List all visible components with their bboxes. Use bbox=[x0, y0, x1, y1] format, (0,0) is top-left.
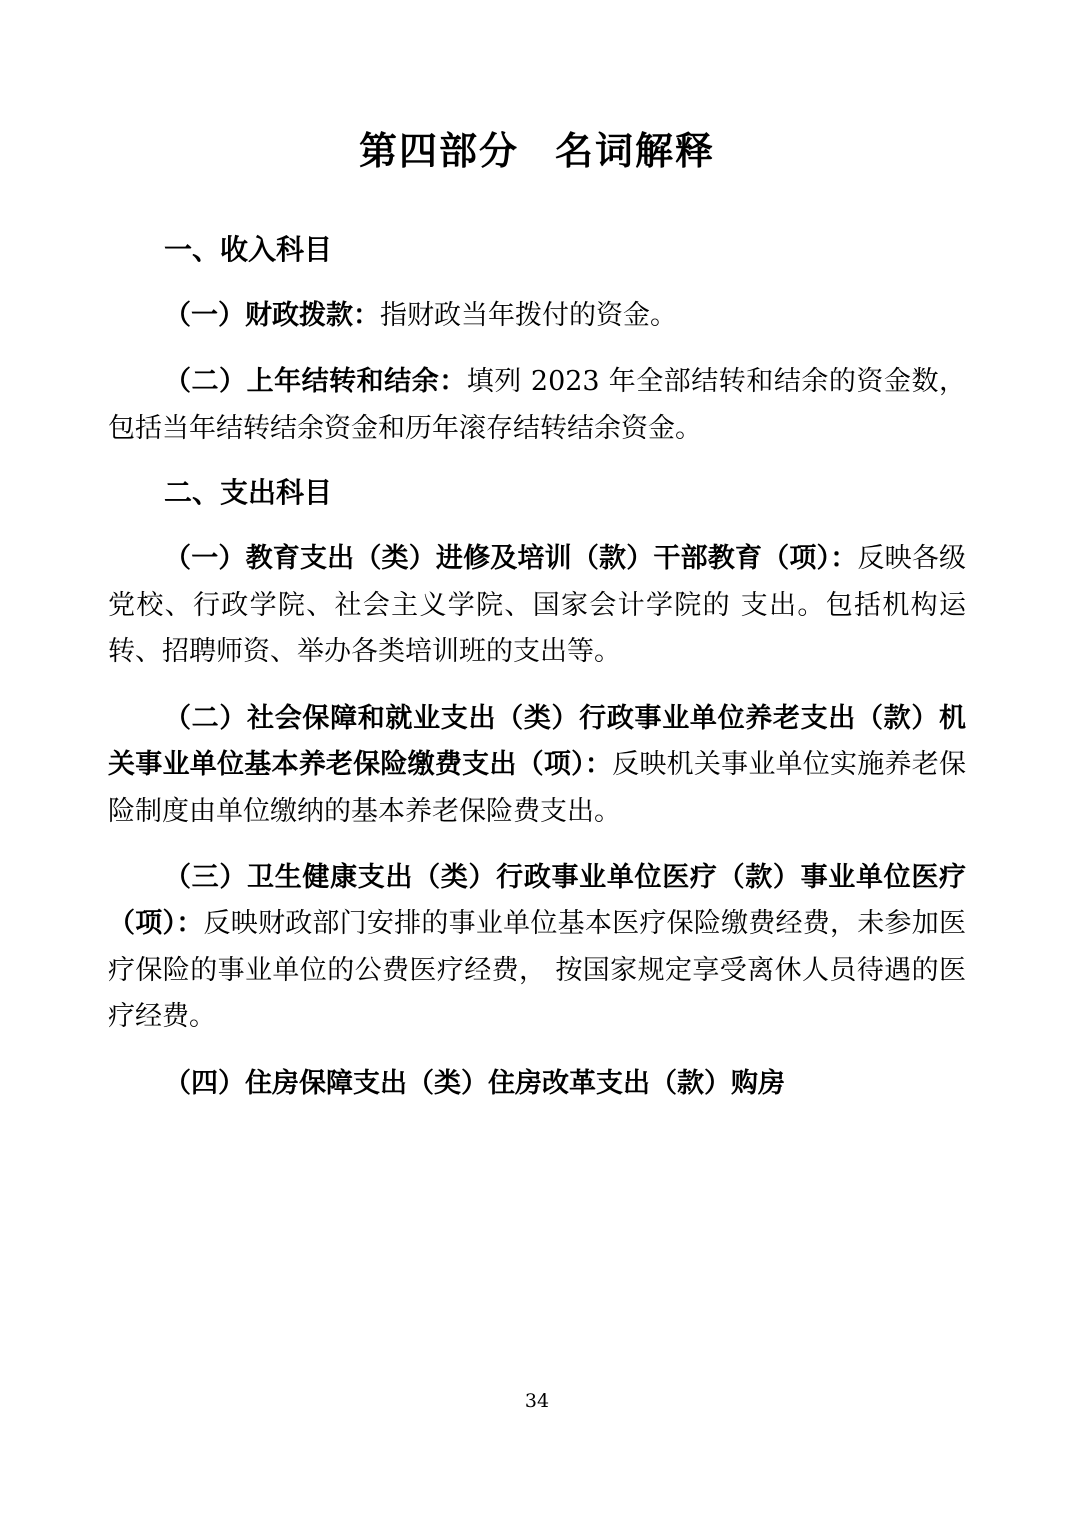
page-title bbox=[108, 120, 966, 175]
term-label-expenditure-1: （一）教育支出（类）进修及培训（款）干部教育（项）： bbox=[164, 543, 858, 575]
term-text-income-2: 填列 2023 年全部结转和结余的资金数，包括当年结转结余资金和历年滚存结转结余资金。 bbox=[108, 366, 966, 444]
paragraph-expenditure-2 bbox=[108, 696, 966, 835]
paragraph-expenditure-4 bbox=[108, 1061, 966, 1107]
title-part: 第四部分 bbox=[358, 128, 519, 173]
paragraph-expenditure-3 bbox=[108, 855, 966, 1041]
term-label-expenditure-2: （二）社会保障和就业支出（类）行政事业单位养老支出（款）机关事业单位基本养老保险缴费支出（项）： bbox=[108, 702, 966, 781]
term-label-income-1: （一）财政拨款： bbox=[164, 300, 380, 331]
page-number: 34 bbox=[524, 1390, 550, 1412]
term-text-expenditure-3: 反映财政部门安排的事业单位基本医疗保险缴费经费，未参加医疗保险的事业单位的公费医疗经费， 按国家规定享受离休人员待遇的医疗经费。 bbox=[108, 908, 966, 1033]
term-label-income-2: （二）上年结转和结余： bbox=[164, 366, 467, 398]
paragraph-income-2 bbox=[108, 359, 966, 452]
term-label-expenditure-4: （四）住房保障支出（类）住房改革支出（款）购房 bbox=[164, 1067, 785, 1099]
paragraph-expenditure-1 bbox=[108, 536, 966, 675]
term-text-income-1: 指财政当年拨付的资金。 bbox=[380, 300, 677, 331]
term-text-expenditure-2: 反映机关事业单位实施养老保险制度由单位缴纳的基本养老保险费支出。 bbox=[108, 749, 967, 827]
term-text-expenditure-1: 反映各级党校、行政学院、社会主义学院、国家会计学院的 支出。包括机构运转、招聘师资、举办各类培训班的支出等。 bbox=[108, 543, 967, 668]
section-heading-income: 一、收入科目 bbox=[164, 233, 333, 266]
paragraph-income-1 bbox=[108, 293, 966, 339]
title-name: 名词解释 bbox=[555, 128, 716, 173]
section-heading-expenditure: 二、支出科目 bbox=[164, 476, 333, 510]
term-label-expenditure-3: （三）卫生健康支出（类）行政事业单位医疗（款）事业单位医疗（项）： bbox=[108, 861, 966, 940]
